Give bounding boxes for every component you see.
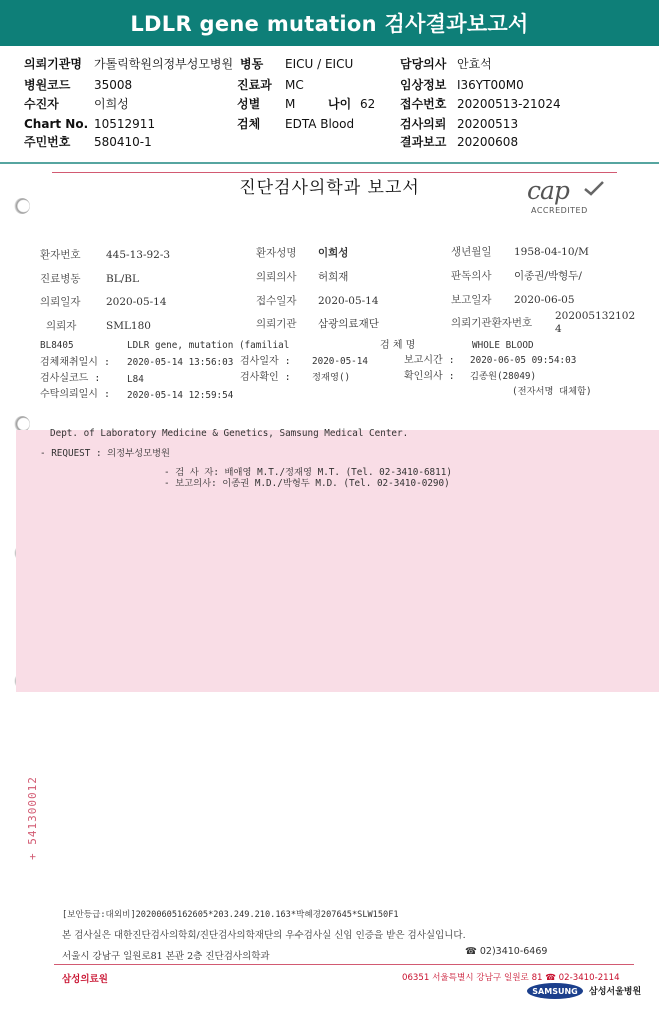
binder-hole xyxy=(14,198,30,214)
inst-pt-label: 의뢰기관환자번호 xyxy=(451,317,533,329)
footer-rule xyxy=(54,964,634,965)
pt-no-label: 환자번호 xyxy=(40,249,81,261)
clinical-label: 임상정보 xyxy=(400,78,447,92)
recv-date-label: 접수일자 xyxy=(256,295,297,307)
doctor-value: 안효석 xyxy=(457,57,492,71)
examinee-label: 수진자 xyxy=(24,97,59,111)
dob-label: 생년월일 xyxy=(451,246,492,258)
inst-value: 가톨릭학원의정부성모병원 xyxy=(94,57,234,71)
lab-address: 서울시 강남구 일원로81 본관 2층 진단검사의학과 xyxy=(62,951,270,962)
specimen-name-value: WHOLE BLOOD xyxy=(472,340,534,351)
examinee-value: 이희성 xyxy=(94,97,129,111)
idnum-label: 주민번호 xyxy=(24,135,71,149)
exam-date-label: 검사일자 : xyxy=(240,356,291,367)
req-inst-value: 삼광의료재단 xyxy=(318,318,379,330)
security-line: [보안등급:대외비]20200605162605*203.249.210.163*박혜경207645*SLW150F1 xyxy=(62,910,399,920)
cap-accredited-logo xyxy=(525,178,613,218)
test-name: LDLR gene, mutation (familial xyxy=(127,340,290,351)
ward-value-scan: BL/BL xyxy=(106,273,139,285)
pt-name-label: 환자성명 xyxy=(256,247,297,259)
report-time-value: 2020-06-05 09:54:03 xyxy=(470,355,577,366)
lab-phone: ☎ 02)3410-6469 xyxy=(465,946,548,957)
req-inst-label: 의뢰기관 xyxy=(256,318,297,330)
doctor-label: 담당의사 xyxy=(400,57,447,71)
req-date-value: 2020-05-14 xyxy=(106,296,167,308)
dob-value: 1958-04-10/M xyxy=(514,246,589,258)
age-value: 62 xyxy=(360,97,376,111)
request-line: - REQUEST : 의정부성모병원 xyxy=(40,448,171,459)
hospital-name: 삼성서울병원 xyxy=(589,987,642,997)
test-code: BL8405 xyxy=(40,340,74,351)
pt-name-value: 이희성 xyxy=(318,247,349,259)
checkmark-icon xyxy=(583,180,605,196)
confirm-label: 검사확인 : xyxy=(240,372,291,383)
recv-date-value: 2020-05-14 xyxy=(318,295,379,307)
report-time-label: 보고시간 : xyxy=(404,355,455,366)
requester-value: SML180 xyxy=(106,320,151,332)
req-doc-label: 의뢰의사 xyxy=(256,271,297,283)
req-date-label: 의뢰일자 xyxy=(40,296,81,308)
rep-date-label: 보고일자 xyxy=(451,294,492,306)
ward-label-scan: 진료병동 xyxy=(40,273,81,285)
lab-dept: Dept. of Laboratory Medicine & Genetics, Samsung Medical Center. xyxy=(50,428,409,439)
clinical-value: I36YT00M0 xyxy=(457,78,524,92)
chart-value: 10512911 xyxy=(94,117,156,131)
sex-value: M xyxy=(285,97,296,111)
confirm-doc-value: 김종원(28049) xyxy=(470,371,537,382)
side-serial-number: + 541300012 xyxy=(26,776,39,860)
inst-label: 의뢰기관명 xyxy=(24,57,82,71)
requester-label: 의뢰자 xyxy=(46,320,77,332)
reader-label: 판독의사 xyxy=(451,270,492,282)
rep-date-value: 2020-06-05 xyxy=(514,294,575,306)
tester-line: - 검 사 자: 배애영 M.T./정재영 M.T. (Tel. 02-3410-6811) xyxy=(164,467,452,478)
confirm-value: 정재영() xyxy=(312,372,351,383)
receipt-label: 접수번호 xyxy=(400,97,447,111)
receive-value: 2020-05-14 12:59:54 xyxy=(127,390,234,401)
idnum-value: 580410-1 xyxy=(94,135,152,149)
collect-value: 2020-05-14 13:56:03 xyxy=(127,357,234,368)
report-banner-title: LDLR gene mutation 검사결과보고서 xyxy=(0,0,659,46)
report-date-value: 20200608 xyxy=(457,135,519,149)
certification-line: 본 검사실은 대한진단검사의학회/진단검사의학재단의 우수검사실 신임 인증을 받은 검사실입니다. xyxy=(62,930,466,941)
report-date-label: 결과보고 xyxy=(400,135,447,149)
code-label: 병원코드 xyxy=(24,78,71,92)
pt-no-value: 445-13-92-3 xyxy=(106,249,171,261)
request-label: 검사의뢰 xyxy=(400,117,447,131)
ward-label: 병동 xyxy=(240,57,264,71)
ward-value: EICU / EICU xyxy=(285,57,354,71)
chart-label: Chart No. xyxy=(24,117,89,131)
exam-date-value: 2020-05-14 xyxy=(312,356,368,367)
specimen-value: EDTA Blood xyxy=(285,117,355,131)
foundation-name: 삼성의료원 xyxy=(62,974,108,985)
specimen-label: 검체 xyxy=(237,117,261,131)
dept-label: 진료과 xyxy=(237,78,272,92)
header-divider xyxy=(0,162,659,164)
signature-note: (전자서명 대체함) xyxy=(512,386,592,397)
receive-label: 수탁의뢰일시 : xyxy=(40,389,111,400)
samsung-logo: SAMSUNG xyxy=(527,983,583,999)
lab-code-value: L84 xyxy=(127,374,144,385)
report-title: 진단검사의학과 보고서 xyxy=(239,178,420,198)
hospital-address: 06351 서울특별시 강남구 일원로 81 ☎ 02-3410-2114 xyxy=(402,973,620,983)
specimen-name-label: 검 체 명 xyxy=(380,340,416,351)
dept-value: MC xyxy=(285,78,304,92)
cap-accredited-text: ACCREDITED xyxy=(531,206,588,215)
inst-pt-value-2: 4 xyxy=(555,323,562,335)
sex-label: 성별 xyxy=(237,97,261,111)
lab-code-label: 검사실코드 : xyxy=(40,373,101,384)
request-value: 20200513 xyxy=(457,117,519,131)
reporter-line: - 보고의사: 이종권 M.D./박형두 M.D. (Tel. 02-3410-0290) xyxy=(164,478,450,489)
req-doc-value: 허희재 xyxy=(318,271,349,283)
code-value: 35008 xyxy=(94,78,133,92)
inst-pt-value-1: 202005132102 xyxy=(555,310,636,322)
collect-label: 검체채취일시 : xyxy=(40,357,111,368)
cap-logo-text: cap xyxy=(527,176,569,205)
confirm-doc-label: 확인의사 : xyxy=(404,371,455,382)
receipt-value: 20200513-21024 xyxy=(457,97,561,111)
age-label: 나이 xyxy=(328,97,352,111)
reader-value: 이종권/박형두/ xyxy=(514,270,582,282)
